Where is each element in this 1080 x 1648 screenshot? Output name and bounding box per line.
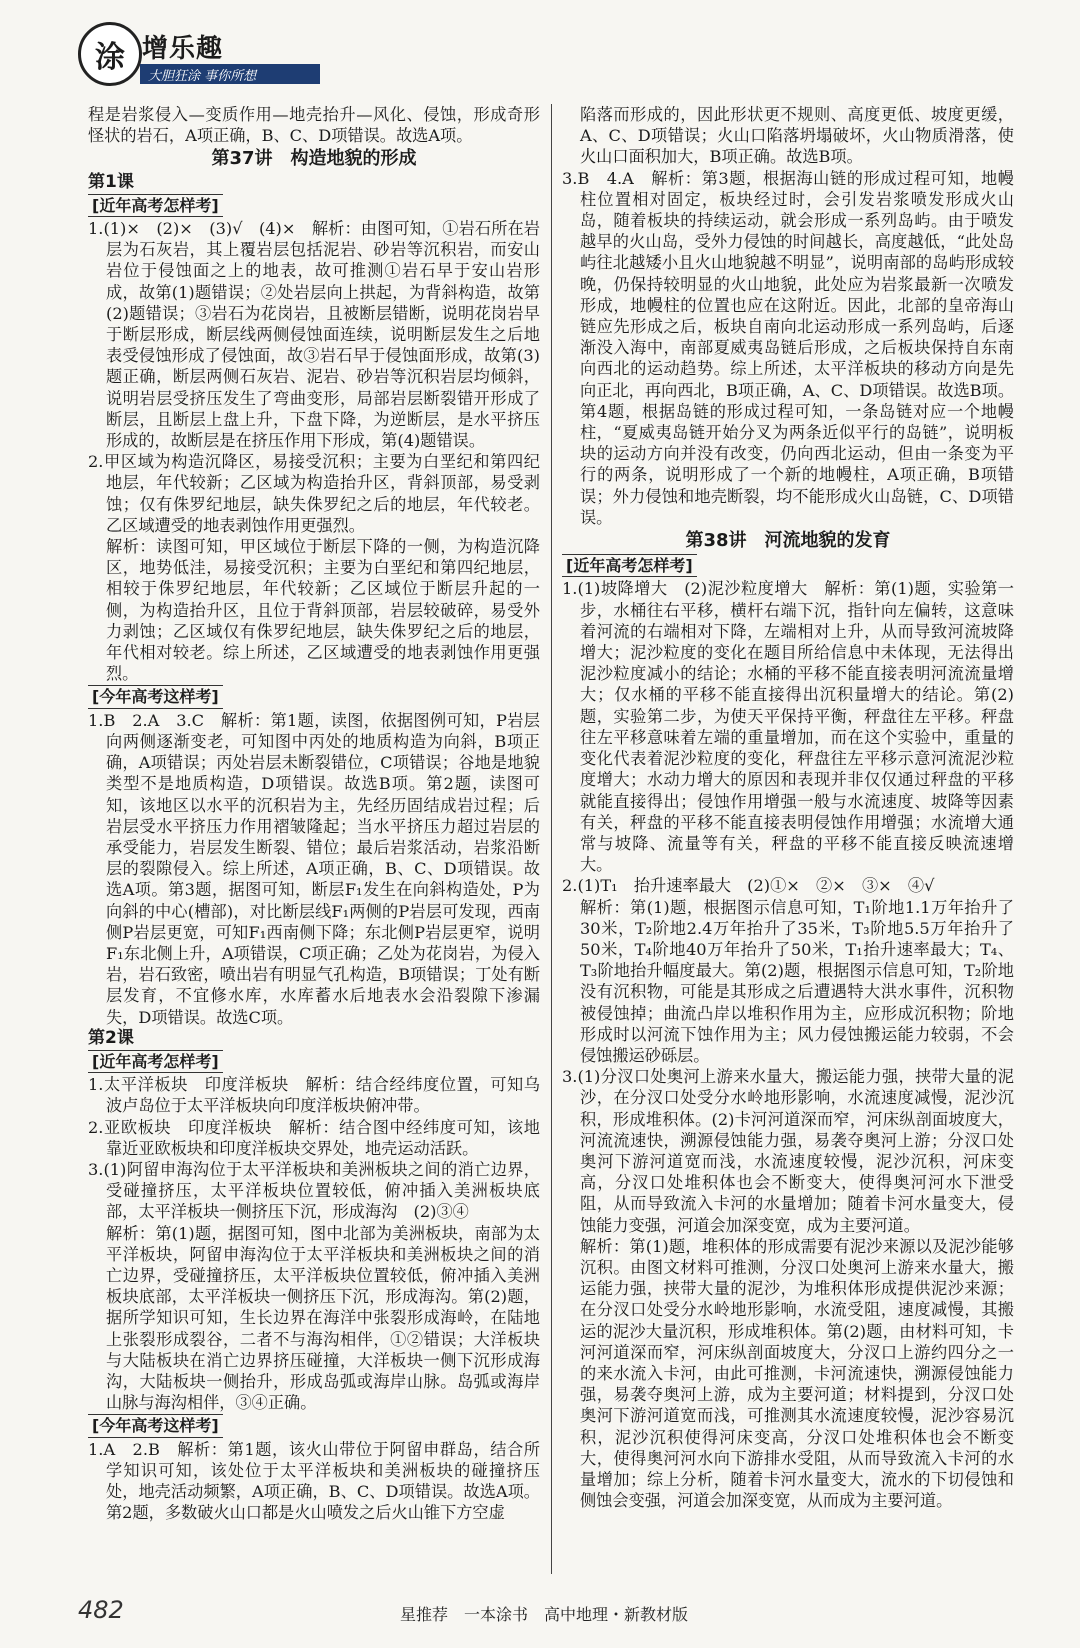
continued-paragraph: 陷落而形成的，因此形状更不规则、高度更低、坡度更缓，A、C、D项错误；火山口陷落坍塌破坏，火山物质滑落，使火山口面积加大，B项正确。故选B项。 [580, 105, 1014, 167]
left-column [88, 104, 540, 1523]
answer-item: 2.甲区域为构造沉降区，易接受沉积；主要为白垩纪和第四纪地层，年代较新；乙区域为构造抬升区，背斜顶部，易受剥蚀；仅有侏罗纪地层，缺失侏罗纪之后的地层，年代较老。乙区域遭受的地表剥蚀作用更强烈。 [88, 452, 540, 535]
section-heading-recent: [近年高考怎样考] [88, 194, 223, 217]
analysis-paragraph: 解析：第(1)题，据图可知，图中北部为美洲板块，南部为太平洋板块，阿留申海沟位于太平洋板块和美洲板块之间的消亡边界，受碰撞挤压，太平洋板块位置较低，俯冲插入美洲板块底部，太平洋板块一侧挤压下沉，形成海沟。第(2)题，据所学知识可知，生长边界在海洋中张裂形成海岭，在陆地上张裂形成裂谷，二者不与海沟相伴，①②错误；大洋板块与大陆板块在消亡边界挤压碰撞，大洋板块一侧下沉形成海沟，大陆板块一侧抬升，形成岛弧或海岸山脉。岛弧或海岸山脉与海沟相伴，③④正确。 [106, 1223, 540, 1413]
analysis-paragraph: 解析：第(1)题，堆积体的形成需要有泥沙来源以及泥沙能够沉积。由图文材料可推测，分汊口处奥河上游来水量大，搬运能力强，挟带大量的泥沙，为堆积体形成提供泥沙来源；在分汊口处受分水岭地形影响，水流受阻，速度减慢，其搬运的泥沙大量沉积，形成堆积体。第(2)题，由材料可知，卡河河道深而窄，河床纵剖面坡度大，分汊口上游约四分之一的来水流入卡河，由此可推测，卡河流速快，溯源侵蚀能力强，易袭夺奥河上游，成为主要河道；材料提到，分汊口处奥河下游河道宽而浅，可推测其水流速度较慢，泥沙容易沉积，泥沙沉积使得河床变高，分汊口处堆积体也会不断变大，使得奥河河水向下游排水受阻，从而导致流入卡河的水量增加；综上分析，随着卡河水量变大，流水的下切侵蚀和侧蚀会变强，河道会加深变宽，从而成为主要河道。 [580, 1236, 1014, 1511]
answer-item: 1.B 2.A 3.C 解析：第1题，读图，依据图例可知，P岩层向两侧逐渐变老，可知图中丙处的地质构造为向斜，B项正确，A项错误；丙处岩层未断裂错位，C项错误；谷地是地貌类型不是地质构造，D项错误。故选B项。第2题，读图可知，该地区以水平的沉积岩为主，先经历固结成岩过程；后岩层受水平挤压力作用褶皱隆起；当水平挤压力超过岩层的承受能力，岩层发生断裂、错位；最后岩浆活动，岩浆沿断层的裂隙侵入。综上所述，A项正确，B、C、D项错误。故选A项。第3题，据图可知，断层F₁发生在向斜构造处，P为向斜的中心(槽部)，对比断层线F₁两侧的P岩层可发现，西南侧P岩层更宽，可知F₁西南侧下降；东北侧P岩层更窄，说明F₁东北侧上升，A项错误，C项正确；乙处为花岗岩，为侵入岩，岩石致密，喷出岩有明显气孔构造，B项错误；丁处有断层发育，不宜修水库，水库蓄水后地表水会沿裂隙下渗漏失，D项错误。故选C项。 [88, 710, 540, 1027]
brand-slogan: 大胆狂涂 事你所想 [140, 64, 320, 84]
footer-book-title: 星推荐 一本涂书 高中地理・新教材版 [400, 1605, 689, 1624]
section-heading-this-year: [今年高考这样考] [88, 1414, 223, 1437]
answer-item: 1.(1)坡降增大 (2)泥沙粒度增大 解析：第(1)题，实验第一步，水桶往右平移，横杆右端下沉，指针向左偏转，这意味着河流的右端相对下降，左端相对上升，从而导致河流坡降增大；泥沙粒度的变化在题目所给信息中未体现，无法得出泥沙粒度减小的结论；水桶的平移不能直接表明河流流量增大；仅水桶的平移不能直接得出沉积量增大的结论。第(2)题，实验第二步，为使天平保持平衡，秤盘往左平移。秤盘往左平移意味着左端的重量增加，而在这个实验中，重量的变化代表着泥沙粒度的变化，秤盘往左平移示意河流泥沙粒度增大；水动力增大的原因和表现并非仅仅通过秤盘的平移就能直接得出；侵蚀作用增强一般与水流速度、坡降等因素有关，秤盘的平移不能直接表明侵蚀作用增强；水流增大通常与坡降、流量等有关，秤盘的平移不能直接反映流速增大。 [562, 579, 1014, 875]
column-divider [551, 104, 552, 1574]
answer-item: 1.太平洋板块 印度洋板块 解析：结合经纬度位置，可知乌波卢岛位于太平洋板块向印度洋板块俯冲带。 [88, 1075, 540, 1116]
section-heading-recent: [近年高考怎样考] [562, 554, 697, 577]
page-number: 482 [78, 1596, 124, 1624]
course-1-heading: 第1课 [88, 171, 134, 192]
intro-paragraph: 程是岩浆侵入—变质作用—地壳抬升—风化、侵蚀，形成奇形怪状的岩石，A项正确，B、C、D项错误。故选A项。 [88, 105, 540, 146]
right-column [562, 104, 1014, 1511]
section-heading-recent: [近年高考怎样考] [88, 1050, 223, 1073]
answer-item: 1.A 2.B 解析：第1题，该火山带位于阿留申群岛，结合所学知识可知，该处位于太平洋板块和美洲板块的碰撞挤压处，地壳活动频繁，A项正确，B、C、D项错误。故选A项。第2题，多数破火山口都是火山喷发之后火山锥下方空虚 [88, 1439, 540, 1523]
analysis-paragraph: 解析：第(1)题，根据图示信息可知，T₁阶地1.1万年抬升了30米，T₂阶地2.4万年抬升了35米，T₃阶地5.5万年抬升了50米，T₄阶地40万年抬升了50米，T₁抬升速率最大；T₄、T₃阶地抬升幅度最大。第(2)题，根据图示信息可知，T₂阶地没有沉积物，可能是其形成之后遭遇特大洪水事件，沉积物被侵蚀掉；曲流凸岸以堆积作用为主，应形成沉积物；阶地形成时以河流下蚀作用为主；风力侵蚀搬运能力较弱，不会侵蚀搬运砂砾层。 [580, 897, 1014, 1065]
brand-logo-icon: 涂 [78, 22, 142, 86]
answer-item: 2.亚欧板块 印度洋板块 解析：结合图中经纬度可知，该地靠近亚欧板块和印度洋板块交界处，地壳运动活跃。 [88, 1117, 540, 1158]
answer-item: 3.B 4.A 解析：第3题，根据海山链的形成过程可知，地幔柱位置相对固定，板块经过时，会引发岩浆喷发形成火山岛，随着板块的持续运动，就会形成一系列岛屿。由于喷发越早的火山岛，受外力侵蚀的时间越长，高度越低，“此处岛屿往北越矮小且火山地貌越不明显”，说明南部的岛屿形成较晚，仍保持较明显的火山地貌，此处应为岩浆最新一次喷发形成，地幔柱的位置也应在这附近。因此，北部的皇帝海山链应先形成之后，板块自南向北运动形成一系列岛屿，后逐渐没入海中，南部夏威夷岛链后形成，之后板块保持自东南向西北的运动趋势。综上所述，太平洋板块的移动方向是先向正北，再向西北，B项正确，A、C、D项错误。故选B项。第4题，根据岛链的形成过程可知，一条岛链对应一个地幔柱，“夏威夷岛链开始分叉为两条近似平行的岛链”，说明板块的运动方向并没有改变，仍向西北运动，但由一条变为平行的两条，说明形成了一个新的地幔柱，A项正确，B项错误；外力侵蚀和地壳断裂，均不能形成火山岛链，C、D项错误。 [562, 168, 1014, 527]
brand-logo [78, 18, 308, 102]
answer-item: 2.(1)T₁ 抬升速率最大 (2)①× ②× ③× ④√ [562, 876, 935, 896]
section-heading-this-year: [今年高考这样考] [88, 685, 223, 708]
answer-item: 3.(1)分汊口处奥河上游来水量大，搬运能力强，挟带大量的泥沙，在分汊口处受分水岭地形影响，水流速度减慢，泥沙沉积，形成堆积体。(2)卡河河道深而窄，河床纵剖面坡度大，河流流速快，溯源侵蚀能力强，易袭夺奥河上游；分汊口处奥河下游河道宽而浅，水流速度较慢，泥沙沉积，河床变高，分汊口处堆积体也会不断变大，使得奥河河水下泄受阻，从而导致流入卡河的水量增加；随着卡河水量变大，侵蚀能力变强，河道会加深变宽，成为主要河道。 [562, 1067, 1014, 1235]
brand-name: 增乐趣 [142, 34, 224, 64]
answer-item: 1.(1)× (2)× (3)√ (4)× 解析：由图可知，①岩石所在岩层为石灰岩，其上覆岩层包括泥岩、砂岩等沉积岩，而安山岩位于侵蚀面之上的地表，故可推测①岩石早于安山岩形成，故第(1)题错误；②处岩层向上拱起，为背斜构造，故第(2)题错误；③岩石为花岗岩，且被断层错断，说明花岗岩早于断层形成，断层线两侧侵蚀面连续，说明断层发生之后地表受侵蚀形成了侵蚀面，故③岩石早于侵蚀面形成，故第(3)题正确，断层两侧石灰岩、泥岩、砂岩等沉积岩层均倾斜，说明岩层受挤压发生了弯曲变形，局部岩层断裂错开形成了断层，且断层上盘上升，下盘下降，为逆断层，是水平挤压形成的，故断层是在挤压作用下形成，第(4)题错误。 [88, 219, 540, 451]
lecture-37-title: 第37讲 构造地貌的形成 [211, 148, 417, 170]
answer-item: 3.(1)阿留申海沟位于太平洋板块和美洲板块之间的消亡边界，受碰撞挤压，太平洋板块位置较低，俯冲插入美洲板块底部，太平洋板块一侧挤压下沉，形成海沟 (2)③④ [88, 1159, 540, 1222]
course-2-heading: 第2课 [88, 1027, 134, 1048]
lecture-38-title: 第38讲 河流地貌的发育 [685, 530, 891, 552]
analysis-paragraph: 解析：读图可知，甲区域位于断层下降的一侧，为构造沉降区，地势低洼，易接受沉积；主要为白垩纪和第四纪地层，相较于侏罗纪地层，年代较新；乙区域位于断层升起的一侧，为构造抬升区，且位于背斜顶部，岩层较破碎，易受外力剥蚀；乙区域仅有侏罗纪地层，缺失侏罗纪之后的地层，年代相对较老。综上所述，乙区域遭受的地表剥蚀作用更强烈。 [106, 537, 540, 684]
